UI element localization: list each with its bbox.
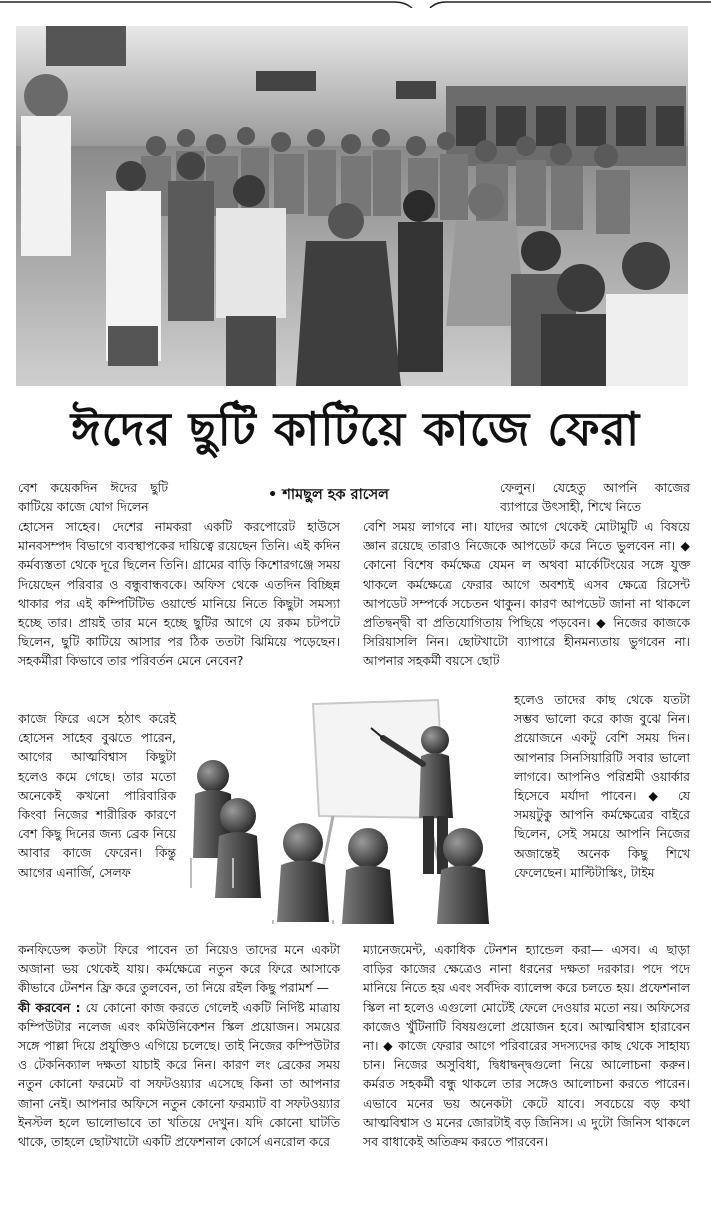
lead-body: যে কোনো কাজ করতে গেলেই একটি নির্দিষ্ট মাত্রায় কম্পিউটার নলেজ এবং কমিউনিকেশন স্কিল প্রয়োজন। সময়ের সঙ্গে পাল্লা দিয়ে প্রযুক্তিও এগিয়ে চলেছে। তাই নিজের কম্পিউটার ও টেকনিক্যাল দক্ষতা যাচাই করে নিন। কারণ লং ব্রেকের সময় নতুন কোনো ফরমেট বা সফটওয়্যার এসেছে কিনা তা আপনার জানা নেই। আপনার অফিসে নতুন কোনো ফরম্যাট বা সফটওয়্যার ইনস্টল হলে ভালোভাবে তা খতিয়ে দেখুন। যদি কোনো ঘাটতি থাকে, তাহলে ছোটখাটো একটি প্রফেশনাল কোর্সে এনরোল করে (18, 999, 340, 1150)
presentation-illustration (183, 698, 506, 926)
col1-top-text: বেশ কয়েকদিন ঈদের ছুটি কাটিয়ে কাজে যোগ দিলেন (18, 480, 168, 515)
col1-bottom-paragraph: কনফিডেন্স কতটা ফিরে পাবেন তা নিয়েও তাদের মনে একটা অজানা ভয় থেকেই যায়। কর্মক্ষেত্রে নতুন করে ফিরে আসাকে কীভাবে টেনশন ফ্রি করে তুলবেন, তা নিয়ে রইল কিছু পরামর্শ — (18, 942, 340, 996)
crowd-photo (16, 26, 688, 386)
byline: • শামছুল হক রাসেল (268, 487, 389, 503)
lead-paragraph (18, 998, 340, 1152)
top-border-decoration (0, 0, 711, 8)
col2-body-text: বেশি সময় লাগবে না। যাদের আগে থেকেই মোটামুটি এ বিষয়ে জ্ঞান রয়েছে তারাও নিজেকে আপডেট করে নিতে ভুলবেন না। ◆ কোনো বিশেষ কর্মক্ষেত্র যেমন ল অথবা মার্কেটিংয়ের সঙ্গে যুক্ত থাকলে কর্মক্ষেত্রে ফেরার আগে অবশ্যই এসব ক্ষেত্রে রিসেন্ট আপডেট সম্পর্কে সচেতন থাকুন। কারণ আপডেট জানা না থাকলে প্রতিদ্বন্দ্বী বা প্রতিযোগিতায় পিছিয়ে পড়বেন। ◆ নিজের কাজকে সিরিয়াসলি নিন। ছোটখাটো ব্যাপারে হীনমন্যতায় ভুগবেন না। আপনার সহকর্মী বয়সে ছোট (363, 519, 690, 669)
article-headline: ঈদের ছুটি কাটিয়ে কাজে ফেরা (70, 402, 641, 456)
lead-label: কী করবেন : (18, 999, 81, 1015)
col1-wrap-text: কাজে ফিরে এসে হঠাৎ করেই হোসেন সাহেব বুঝতে পারেন, আগের আত্মবিশ্বাস কিছুটা হলেও কমে গেছে। তার মতো অনেকেই কখনো পারিবারিক কিংবা নিজের শারীরিক কারণে বেশ কিছু দিনের জন্য ব্রেক নিয়ে আবার কাজে ফেরেন। কিন্তু আগের এনার্জি, সেলফ (18, 711, 176, 880)
col2-wrap-text: হলেও তাদের কাছ থেকে যতটা সম্ভব ভালো করে কাজ বুঝে নিন। প্রয়োজনে একটু বেশি সময় দিন। আপনার সিনসিয়ারিটি সবার ভালো লাগবে। আপনিও পরিশ্রমী ওয়ার্কার হিসেবে মর্যাদা পাবেন। ◆ যে সময়টুকু আপনি কর্মক্ষেত্রের বাইরে ছিলেন, সেই সময়ে আপনি নিজের অজান্তেই অনেক কিছু শিখে ফেলেছেন। মাল্টিটাস্কিং, টাইম (514, 692, 690, 880)
col1-body-text: হোসেন সাহেব। দেশের নামকরা একটি করপোরেট হাউসে মানবসম্পদ বিভাগে ব্যবস্থাপকের দায়িত্বে রয়েছেন তিনি। এই কদিন কর্মব্যস্ততা থেকে দূরে ছিলেন তিনি। গ্রামের বাড়ি কিশোরগঞ্জে সময় দিয়েছেন পরিবার ও বন্ধুবান্ধবকে। অফিস থেকে এতদিন বিচ্ছিন্ন থাকার পর এই কম্পিটিটিভ ওয়ার্ল্ডে মানিয়ে নিতে কিছুটা সমস্যা হচ্ছে তার। প্রায়ই তার মনে হচ্ছে ছুটির আগে যে রকম চটপটে ছিলেন, ছুটি কাটিয়ে আসার পর ঠিক ততটা ঝিমিয়ে পড়েছেন। সহকর্মীরা কিভাবে তার পরিবর্তন মেনে নেবেন? (18, 519, 340, 669)
col2-top-text: ফেলুন। যেহেতু আপনি কাজের ব্যাপারে উৎসাহী, শিখে নিতে (500, 480, 690, 515)
col2-bottom-text: ম্যানেজমেন্ট, একাধিক টেনশন হ্যান্ডেল করা— এসব। এ ছাড়া বাড়ির কাজের ক্ষেত্রেও নানা ধরনের দক্ষতা দরকার। পদে পদে মানিয়ে নিতে হয় এবং সর্বদিক ব্যালেন্স করে চলতে হয়। প্রফেশনাল স্কিল না হলেও এগুলো মোটেই ফেলে দেওয়ার মতো নয়। অফিসের কাজেও খুঁটিনাটি বিষয়গুলো প্রয়োজন হবে। আত্মবিশ্বাস হারাবেন না। ◆ কাজে ফেরার আগে পরিবারের সদস্যদের কাছ থেকে সাহায্য চান। নিজের অসুবিধা, দ্বিধাদ্বন্দ্বগুলো নিয়ে আলোচনা করুন। কর্মরত সহকর্মী বন্ধু থাকলে তার সঙ্গেও আলোচনা করতে পারেন। এভাবে মনের ভয় অনেকটা কেটে যাবে। সবচেয়ে বড় কথা আত্মবিশ্বাস ও মনের জোরটাই বড় জিনিস। এ দুটো জিনিস থাকলে সব বাধাকেই অতিক্রম করতে পারবেন। (363, 942, 690, 1150)
col1-bottom-text (18, 940, 340, 1151)
